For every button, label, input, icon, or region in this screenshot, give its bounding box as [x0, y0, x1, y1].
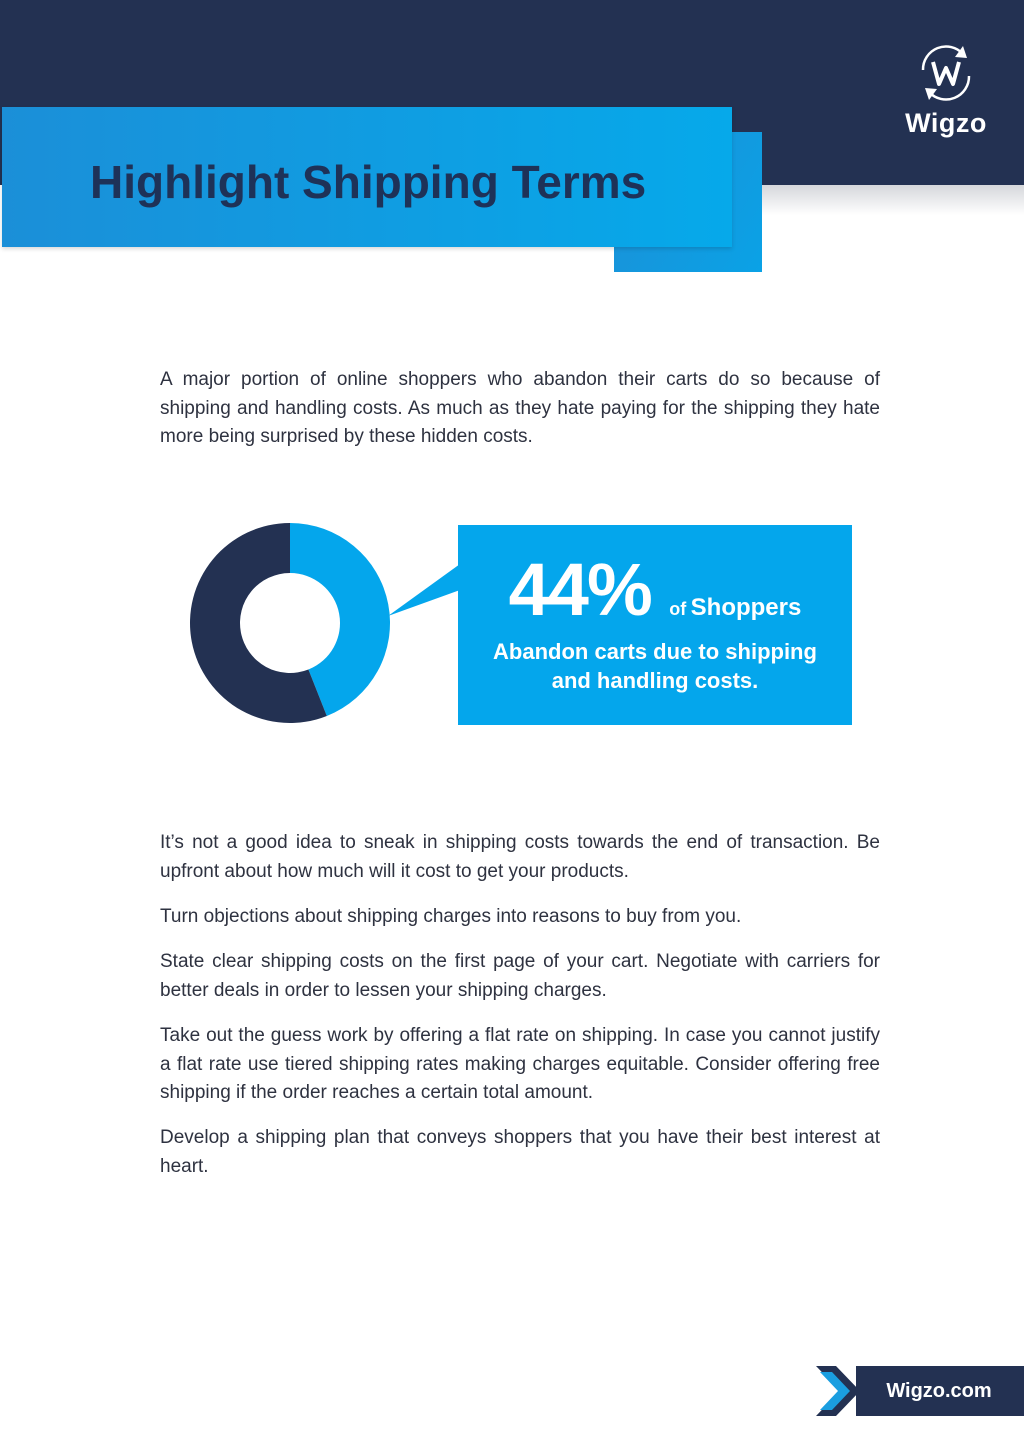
stat-callout	[458, 525, 852, 725]
logo-text: Wigzo	[905, 108, 987, 138]
wigzo-logo	[896, 40, 996, 140]
intro-paragraph: A major portion of online shoppers who abandon their carts do so because of shipping and handling costs. As much as they hate paying for the shipping they hate more being surprised by these hidden costs.	[160, 369, 880, 447]
footer-website-link[interactable]: Wigzo.com	[886, 1380, 992, 1402]
page-title: Highlight Shipping Terms	[90, 156, 647, 208]
stat-of-label: of	[669, 599, 687, 619]
body-paragraph-2: Turn objections about shipping charges into reasons to buy from you.	[160, 906, 742, 927]
footer-website-badge[interactable]	[816, 1366, 1024, 1416]
callout-pointer	[388, 560, 468, 630]
body-paragraph-1: It’s not a good idea to sneak in shipping costs towards the end of transaction. Be upfront about how much will it cost to get your products.	[160, 832, 880, 882]
stat-subject: Shoppers	[690, 594, 802, 621]
stat-percent: 44%	[508, 548, 651, 631]
body-paragraph-3: State clear shipping costs on the first page of your cart. Negotiate with carriers for better deals in order to lessen your shipping charges.	[160, 951, 880, 1001]
body-paragraph-5: Develop a shipping plan that conveys shoppers that you have their best interest at heart.	[160, 1127, 880, 1177]
body-paragraph-4: Take out the guess work by offering a flat rate on shipping. In case you cannot justify a flat rate use tiered shipping rates making charges equitable. Consider offering free shipping if the order reaches a certain total amount.	[160, 1025, 880, 1103]
stat-description: Abandon carts due to shipping and handling costs.	[493, 639, 817, 693]
refresh-w-icon	[911, 40, 981, 106]
header-shadow	[760, 185, 1024, 215]
